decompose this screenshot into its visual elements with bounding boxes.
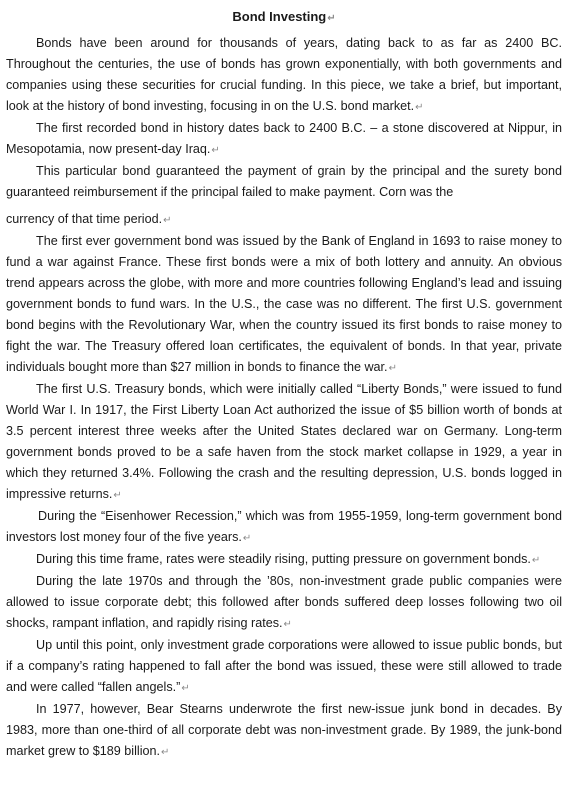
paragraph-mark-icon: ↵ [531,555,541,566]
paragraph-text: The first recorded bond in history dates back to 2400 B.C. – a stone discovered at Nippur, in Mesopotamia, now present-day Iraq. [6,121,562,156]
paragraph-text: currency of that time period. [6,212,163,226]
paragraph-text: This particular bond guaranteed the payment of grain by the principal and the surety bond guaranteed reimbursement if the principal failed to make payment. Corn was the [6,164,562,199]
paragraph-mark-icon: ↵ [242,533,252,544]
document-title-text: Bond Investing [232,9,327,24]
paragraph-eisenhower-recession [6,506,562,549]
paragraph-currency [6,209,562,231]
paragraph-mark-icon: ↵ [211,145,220,156]
paragraph-mark-icon: ↵ [327,13,336,24]
paragraph-junk-bonds [6,699,562,763]
paragraph-intro [6,33,562,118]
paragraph-mark-icon: ↵ [388,363,397,374]
paragraph-mark-icon: ↵ [415,102,424,113]
document-title [6,9,562,27]
paragraph-treasury-bonds [6,379,562,506]
paragraph-mark-icon: ↵ [113,490,122,501]
paragraph-fallen-angels [6,635,562,699]
paragraph-text: During this time frame, rates were steadily rising, putting pressure on government bonds. [36,552,531,566]
paragraph-text: During the “Eisenhower Recession,” which was from 1955-1959, long-term government bond investors lost money four of the five years. [6,509,562,544]
paragraph-mark-icon: ↵ [181,683,190,694]
paragraph-text: Bonds have been around for thousands of years, dating back to as far as 2400 BC. Throughout the centuries, the use of bonds has grown exponentially, with both governments and companies using these securities for crucial funding. In this piece, we take a brief, but important, look at the history of bond investing, focusing in on the U.S. bond market. [6,36,562,113]
paragraph-mark-icon: ↵ [161,747,170,758]
paragraph-text: The first U.S. Treasury bonds, which were initially called “Liberty Bonds,” were issued to fund World War I. In 1917, the First Liberty Loan Act authorized the issue of $5 billion worth of bonds at 3.5 percent interest three weeks after the United States declared war on Germany. Long-term government bonds proved to be a safe haven from the stock market collapse in 1929, a year in which they returned 3.4%. Following the crash and the resulting depression, U.S. bonds logged in impressive returns. [6,382,562,501]
paragraph-text: Up until this point, only investment grade corporations were allowed to issue public bonds, but if a company’s rating happened to fall after the bond was issued, these were still allowed to trade and were called “fallen angels.” [6,638,562,694]
paragraph-corporate-debt [6,571,562,635]
paragraph-government-bond [6,231,562,379]
paragraph-text: During the late 1970s and through the ’80s, non-investment grade public companies were allowed to issue corporate debt; this followed after bonds suffered deep losses following two oil shocks, rampant inflation, and rapidly rising rates. [6,574,562,630]
paragraph-first-bond [6,118,562,161]
paragraph-text: In 1977, however, Bear Stearns underwrote the first new-issue junk bond in decades. By 1983, more than one-third of all corporate debt was non-investment grade. By 1989, the junk-bond market grew to $189 billion. [6,702,562,758]
paragraph-rising-rates [6,549,562,571]
paragraph-mark-icon: ↵ [283,619,292,630]
paragraph-text: The first ever government bond was issued by the Bank of England in 1693 to raise money to fund a war against France. These first bonds were a mix of both lottery and annuity. An obvious trend appears across the globe, with more and more countries following England’s lead and issuing government bonds to fund wars. In the U.S., the case was no different. The first U.S. government bond begins with the Revolutionary War, when the country issued its first bonds to raise money to fight the war. The Treasury offered loan certificates, the equivalent of bonds. In that year, private individuals bought more than $27 million in bonds to finance the war. [6,234,562,374]
paragraph-grain-bond [6,161,562,203]
paragraph-mark-icon: ↵ [163,215,172,226]
